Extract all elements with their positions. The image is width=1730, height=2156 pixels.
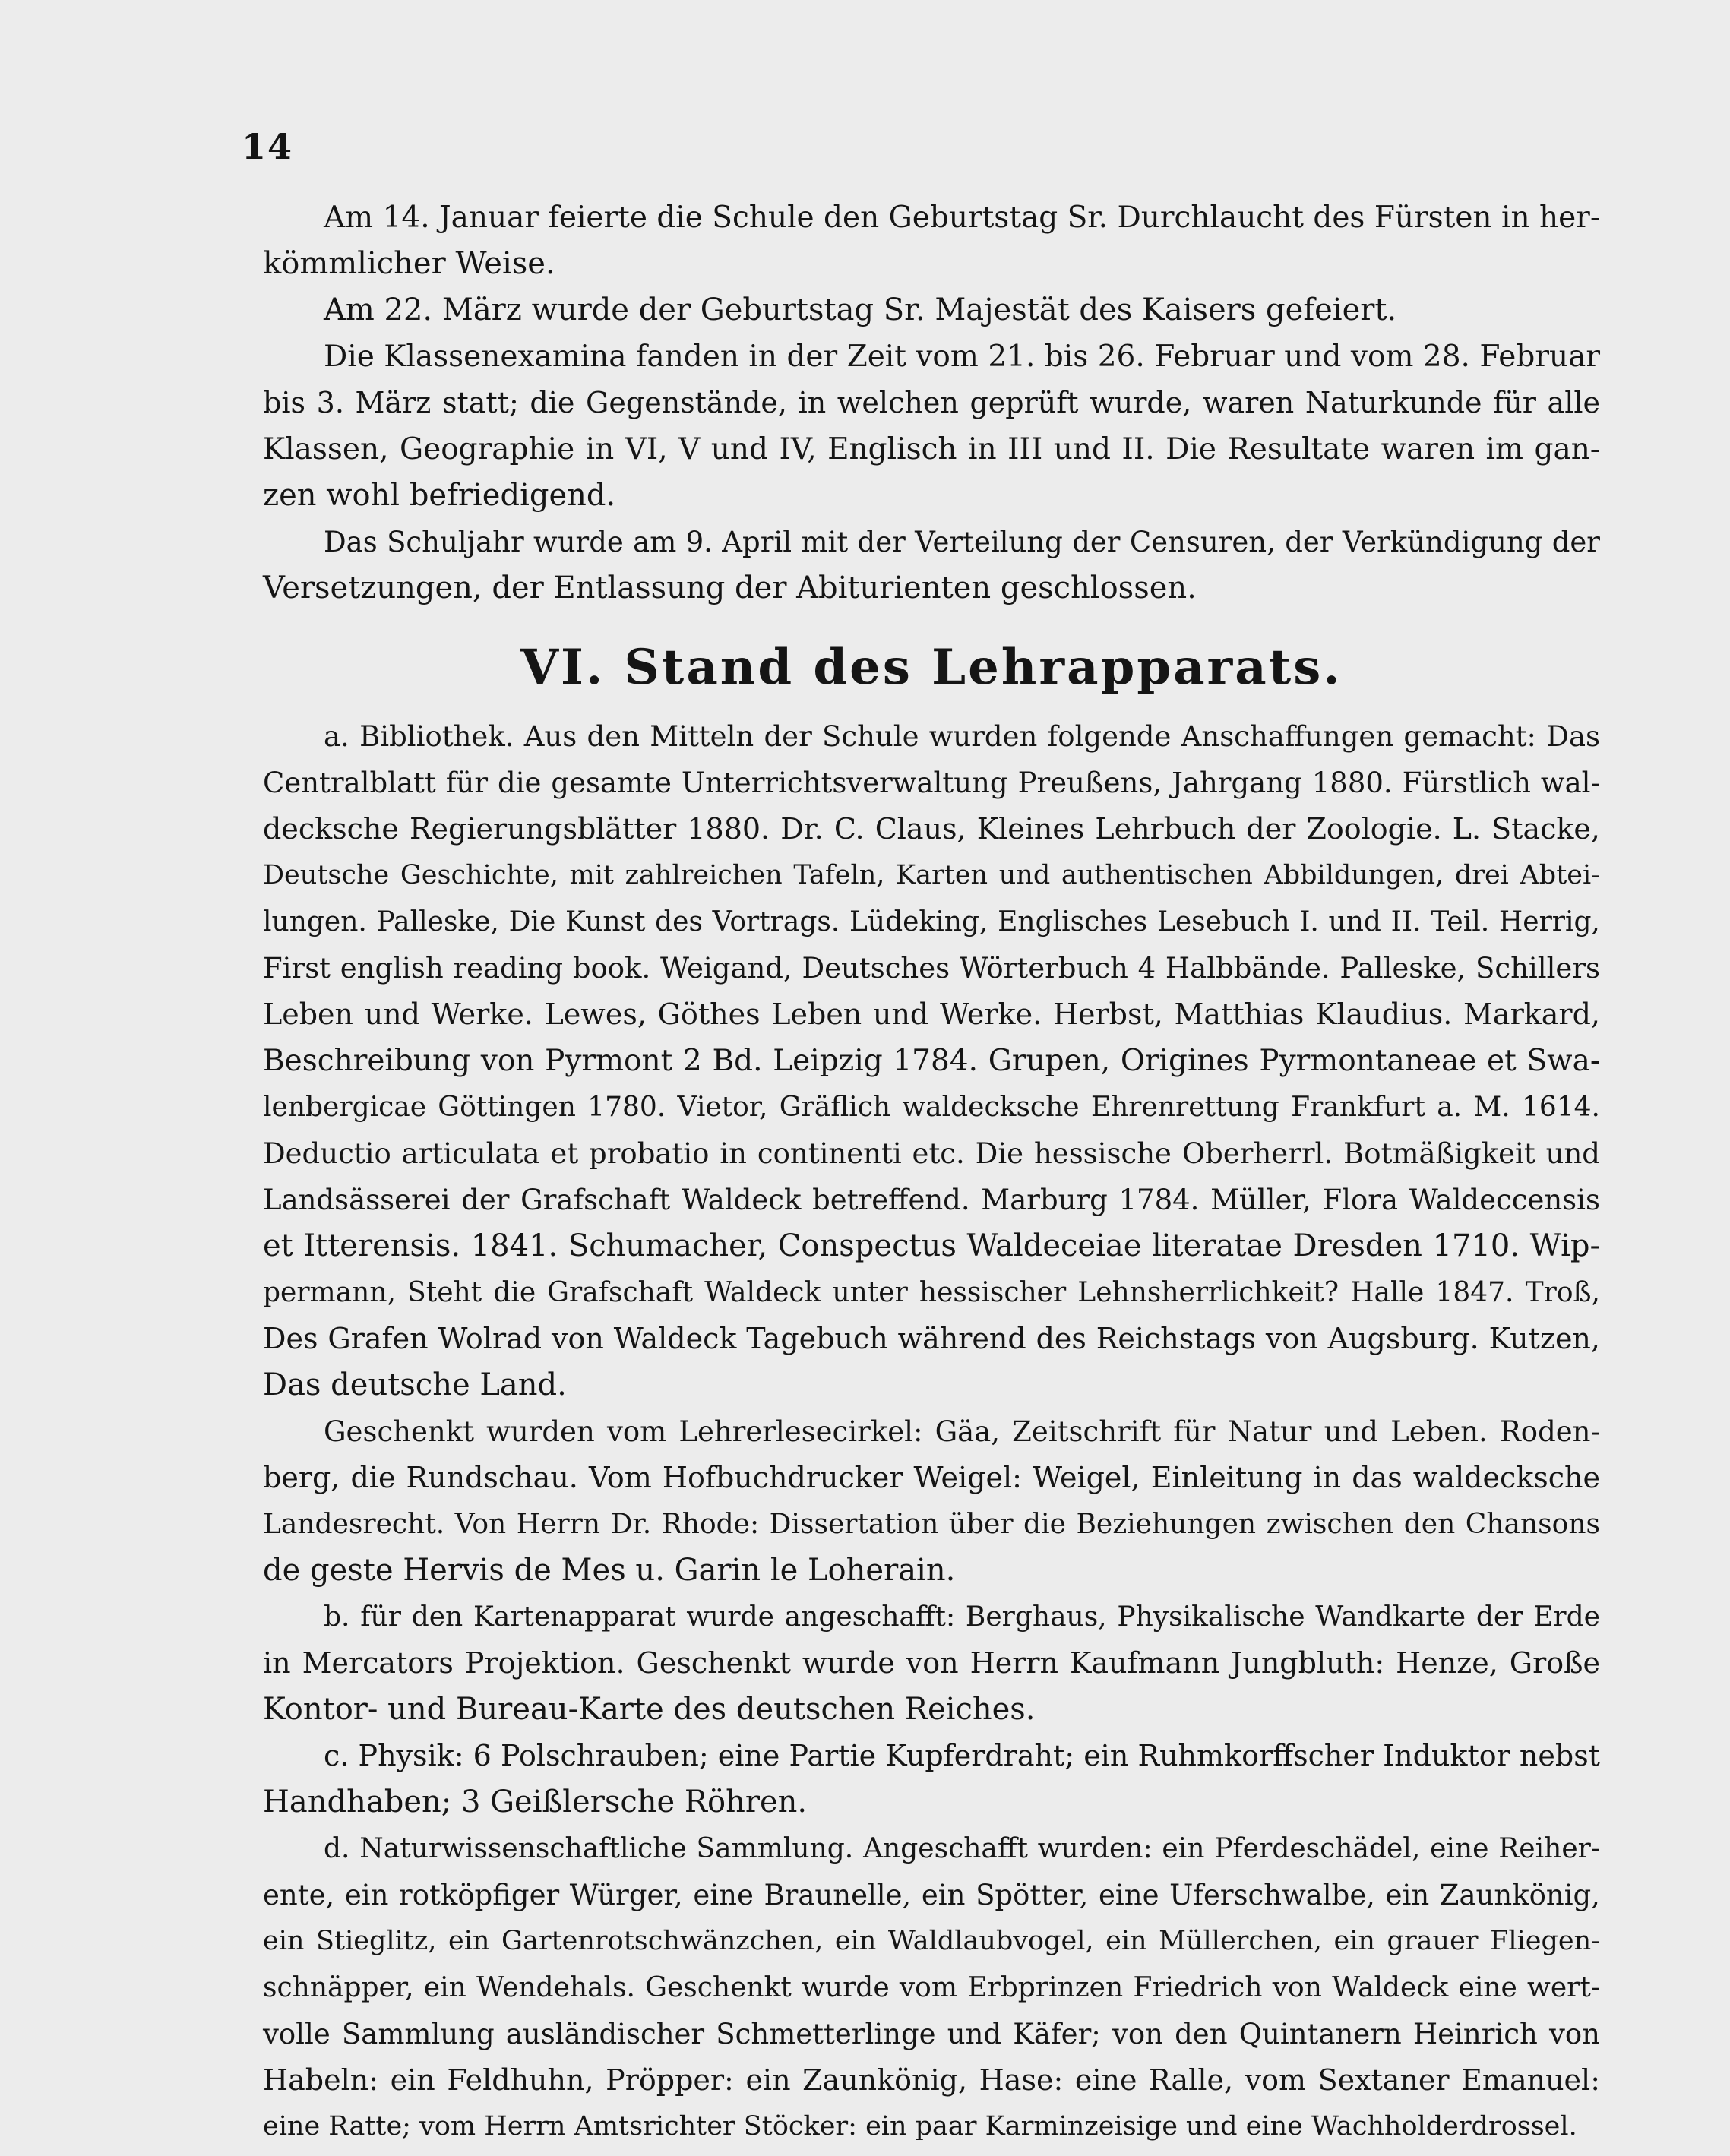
text-line: volle Sammlung ausländischer Schmetterlinge und Käfer; von den Quintanern Heinrich von <box>263 2018 1600 2050</box>
text-line: berg, die Rundschau. Vom Hofbuchdrucker Weigel: Weigel, Einleitung in das waldecksche <box>263 1461 1600 1494</box>
text-line: Am 22. März wurde der Geburtstag Sr. Majestät des Kaisers gefeiert. <box>324 292 1397 327</box>
text-line: decksche Regierungsblätter 1880. Dr. C. Claus, Kleines Lehrbuch der Zoologie. L. Stacke, <box>263 812 1600 846</box>
paragraph-geschenkt <box>263 1408 1600 1594</box>
text-line: de geste Hervis de Mes u. Garin le Loherain. <box>263 1553 956 1588</box>
text-line: Beschreibung von Pyrmont 2 Bd. Leipzig 1784. Grupen, Origines Pyrmontaneae et Swa- <box>263 1044 1600 1078</box>
text-line: Das Schuljahr wurde am 9. April mit der Verteilung der Censuren, der Verkündigung der <box>324 526 1600 558</box>
text-line: b. für den Kartenapparat wurde angeschafft: Berghaus, Physikalische Wandkarte der Erde <box>324 1601 1600 1633</box>
text-line: Landsässerei der Grafschaft Waldeck betreffend. Marburg 1784. Müller, Flora Waldeccensis <box>263 1184 1600 1216</box>
paragraph-physik <box>263 1733 1600 1826</box>
section-heading: VI. Stand des Lehrapparats. <box>520 639 1343 696</box>
text-line: c. Physik: 6 Polschrauben; eine Partie Kupferdraht; ein Ruhmkorffscher Induktor nebst <box>324 1739 1600 1772</box>
text-line: ein Stieglitz, ein Gartenrotschwänzchen, ein Waldlaubvogel, ein Müllerchen, ein grauer Fliegen- <box>263 1926 1600 1956</box>
text-line: lungen. Palleske, Die Kunst des Vortrags. Lüdeking, Englisches Lesebuch I. und II. Teil. Herrig, <box>263 906 1600 937</box>
page-number: 14 <box>242 126 294 167</box>
text-line: d. Naturwissenschaftliche Sammlung. Angeschafft wurden: ein Pferdeschädel, eine Reiher- <box>324 1833 1600 1864</box>
paragraph-bibliothek <box>263 713 1600 1408</box>
text-line: Die Klassenexamina fanden in der Zeit vom 21. bis 26. Februar und vom 28. Februar <box>324 340 1600 374</box>
text-line: ente, ein rotköpfiger Würger, eine Braunelle, ein Spötter, eine Uferschwalbe, ein Zaunkönig, <box>263 1879 1600 1911</box>
paragraph-birthday-fuerst <box>263 194 1600 287</box>
text-line: in Mercators Projektion. Geschenkt wurde von Herrn Kaufmann Jungbluth: Henze, Große <box>263 1646 1600 1680</box>
text-line: Das deutsche Land. <box>263 1367 567 1402</box>
paragraph-birthday-kaiser <box>263 287 1600 334</box>
text-line: Des Grafen Wolrad von Waldeck Tagebuch während des Reichstags von Augsburg. Kutzen, <box>263 1322 1600 1355</box>
text-line: Am 14. Januar feierte die Schule den Geburtstag Sr. Durchlaucht des Fürsten in her- <box>324 201 1600 235</box>
text-line: First english reading book. Weigand, Deutsches Wörterbuch 4 Halbbände. Palleske, Schillers <box>263 952 1600 985</box>
text-line: Deutsche Geschichte, mit zahlreichen Tafeln, Karten und authentischen Abbildungen, drei Abtei- <box>263 860 1600 890</box>
text-line: Deductio articulata et probatio in continenti etc. Die hessische Oberherrl. Botmäßigkeit und <box>263 1137 1600 1170</box>
text-line: Kontor- und Bureau-Karte des deutschen Reiches. <box>263 1692 1036 1727</box>
text-line: Leben und Werke. Lewes, Göthes Leben und Werke. Herbst, Matthias Klaudius. Markard, <box>263 997 1600 1031</box>
text-line: et Itterensis. 1841. Schumacher, Conspectus Waldeceiae literatae Dresden 1710. Wip- <box>263 1228 1600 1263</box>
text-line: Landesrecht. Von Herrn Dr. Rhode: Dissertation über die Beziehungen zwischen den Chansons <box>263 1509 1600 1540</box>
text-line: schnäpper, ein Wendehals. Geschenkt wurde vom Erbprinzen Friedrich von Waldeck eine wert- <box>263 1972 1600 2003</box>
text-line: bis 3. März statt; die Gegenstände, in welchen geprüft wurde, waren Naturkunde für alle <box>263 386 1600 419</box>
text-line: eine Ratte; vom Herrn Amtsrichter Stöcker: ein paar Karminzeisige und eine Wachholderdrossel. <box>263 2111 1577 2142</box>
text-line: kömmlicher Weise. <box>263 246 555 281</box>
text-line: Centralblatt für die gesamte Unterrichtsverwaltung Preußens, Jahrgang 1880. Fürstlich wal- <box>263 767 1600 799</box>
text-line: permann, Steht die Grafschaft Waldeck unter hessischer Lehnsherrlichkeit? Halle 1847. Troß, <box>263 1277 1600 1308</box>
paragraph-naturwissenschaft <box>263 1826 1600 2150</box>
text-line: Handhaben; 3 Geißlersche Röhren. <box>263 1785 808 1819</box>
text-line: Geschenkt wurden vom Lehrerlesecirkel: Gäa, Zeitschrift für Natur und Leben. Roden- <box>324 1415 1600 1448</box>
text-line: Klassen, Geographie in VI, V und IV, Englisch in III und II. Die Resultate waren im gan- <box>263 432 1600 466</box>
text-line: Habeln: ein Feldhuhn, Pröpper: ein Zaunkönig, Hase: eine Ralle, vom Sextaner Emanuel: <box>263 2063 1600 2097</box>
paragraph-kartenapparat <box>263 1594 1600 1733</box>
text-line: lenbergicae Göttingen 1780. Vietor, Gräflich waldecksche Ehrenrettung Frankfurt a. M. 1614. <box>263 1092 1600 1123</box>
text-line: a. Bibliothek. Aus den Mitteln der Schule wurden folgende Anschaffungen gemacht: Das <box>324 720 1600 753</box>
text-line: zen wohl befriedigend. <box>263 478 616 513</box>
paragraph-schuljahr <box>263 519 1600 612</box>
body-text <box>263 194 1600 2150</box>
paragraph-examina <box>263 334 1600 519</box>
text-line: Versetzungen, der Entlassung der Abiturienten geschlossen. <box>263 571 1197 605</box>
